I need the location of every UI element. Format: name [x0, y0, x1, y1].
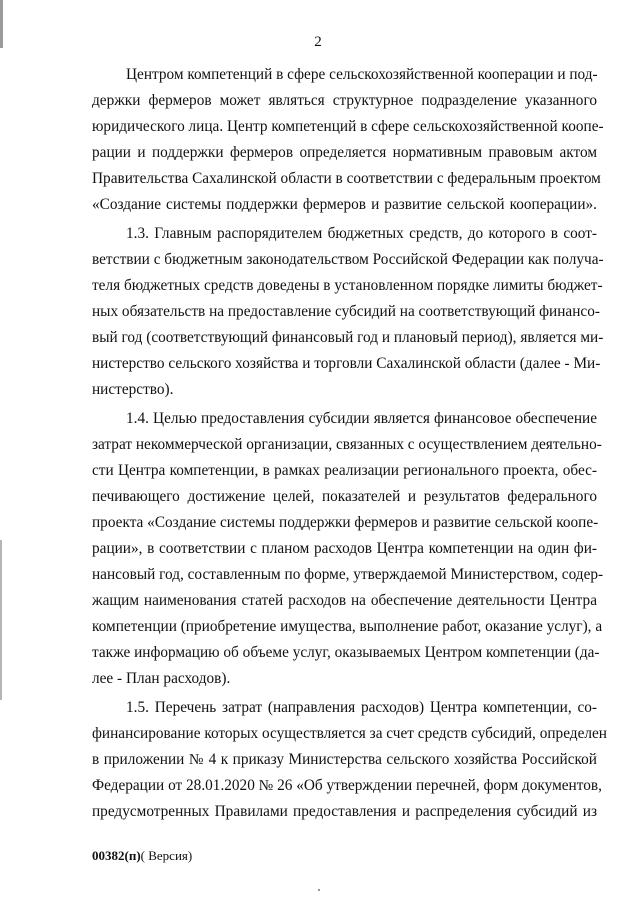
- text-line: лее - План расходов).: [92, 670, 231, 687]
- text-line: Правительства Сахалинской области в соответствии с федеральным проектом: [92, 170, 601, 187]
- text-line: проекта «Создание системы поддержки фермеров и развитие сельской коопе-: [92, 514, 599, 531]
- text-line: ных обязательств на предоставление субсидий на соответствующий финансо-: [92, 303, 600, 320]
- document-code: 00382(п): [92, 848, 141, 863]
- text-line: рации и поддержки фермеров определяется нормативным правовым актом: [92, 144, 597, 161]
- text-line: в приложении № 4 к приказу Министерства сельского хозяйства Российской: [92, 751, 597, 768]
- text-line: 1.5. Перечень затрат (направления расходов) Центра компетенции, со-: [126, 699, 597, 716]
- text-line: также информацию об объеме услуг, оказываемых Центром компетенции (да-: [92, 644, 600, 661]
- text-line: теля бюджетных средств доведены в установленном порядке лимиты бюджет-: [92, 277, 603, 294]
- paragraph-competence-center: [92, 62, 604, 218]
- paragraph-1-4: [92, 406, 604, 692]
- text-line: ветствии с бюджетным законодательством Российской Федерации как получа-: [92, 251, 604, 268]
- document-body: [92, 62, 607, 825]
- text-line: Федерации от 28.01.2020 № 26 «Об утверждении перечней, форм документов,: [92, 777, 602, 794]
- text-line: держки фермеров может являться структурное подразделение указанного: [92, 92, 597, 109]
- paragraph-1-3: [92, 221, 604, 403]
- text-line: нансовый год, составленным по форме, утверждаемой Министерством, содер-: [92, 566, 604, 583]
- text-line: 1.3. Главным распорядителем бюджетных средств, до которого в соот-: [126, 225, 597, 242]
- text-line: «Создание системы поддержки фермеров и развитие сельской кооперации».: [92, 196, 597, 213]
- text-line: нистерство сельского хозяйства и торговли Сахалинской области (далее - Ми-: [92, 355, 601, 372]
- scan-edge-mark-bottom: [0, 540, 2, 700]
- text-line: затрат некоммерческой организации, связанных с осуществлением деятельно-: [92, 436, 602, 453]
- text-line: компетенции (приобретение имущества, выполнение работ, оказание услуг), а: [92, 618, 603, 635]
- scan-speck: [318, 889, 320, 891]
- text-line: финансирование которых осуществляется за счет средств субсидий, определен: [92, 725, 607, 742]
- text-line: юридического лица. Центр компетенций в сфере сельскохозяйственной коопе-: [92, 118, 604, 135]
- text-line: сти Центра компетенции, в рамках реализации регионального проекта, обес-: [92, 462, 597, 479]
- text-line: рации», в соответствии с планом расходов Центра компетенции на один фи-: [92, 540, 597, 557]
- page-number: 2: [314, 34, 322, 50]
- text-line: вый год (соответствующий финансовый год и плановый период), является ми-: [92, 329, 604, 346]
- text-line: печивающего достижение целей, показателей и результатов федерального: [92, 488, 597, 505]
- document-footer: [92, 848, 192, 864]
- text-line: Центром компетенций в сфере сельскохозяйственной кооперации и под-: [126, 66, 598, 83]
- text-line: предусмотренных Правилами предоставления и распределения субсидий из: [92, 803, 597, 820]
- text-line: 1.4. Целью предоставления субсидии является финансовое обеспечение: [126, 410, 597, 427]
- paragraph-1-5: [92, 695, 607, 825]
- text-line: жащим наименования статей расходов на обеспечение деятельности Центра: [92, 592, 597, 609]
- document-version: ( Версия): [140, 848, 193, 863]
- text-line: нистерство).: [92, 381, 174, 398]
